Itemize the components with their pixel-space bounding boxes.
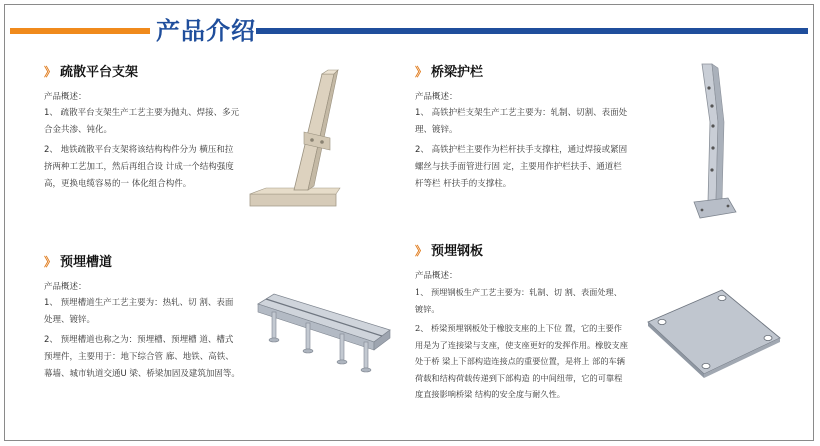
paragraph-1: 1、 疏散平台支架生产工艺主要为抛丸、焊接、多元合金共渗、钝化。: [44, 108, 240, 135]
paragraph-2: 2、 桥梁预埋钢板处于橡胶支座的上下位 置，它的主要作用是为了连接梁与支座，使支座更好的发挥作用。橡胶支座处于桥 梁上下部构造连接点的重要位置，是将上 部的车辆荷载和结构荷载传递到下部构造 的中间纽带，它的可靠程度直接影响桥梁 结构的安全度与耐久性。: [415, 323, 628, 399]
page-title: 产品介绍: [156, 17, 256, 45]
chevron-right-icon: 》: [44, 65, 57, 79]
overview-label: 产品概述：: [415, 92, 458, 102]
section-embedded-steel-plate: [415, 240, 629, 403]
overview-label: 产品概述：: [415, 271, 458, 281]
evacuation-bracket-image: [246, 68, 342, 214]
section-bridge-guardrail: [415, 61, 629, 193]
header-orange-bar: [10, 28, 150, 34]
paragraph-2: 2、 地铁疏散平台支架将该结构构件分为 横压和拉挤两种工艺加工，然后再组合设 计成一个结构强度高，更换电缆容易的一 体化组合构件。: [44, 145, 234, 189]
embedded-channel-image: [254, 290, 394, 380]
paragraph-1: 1、 预埋钢板生产工艺主要为：轧制、切 割、表面处理、镀锌。: [415, 287, 622, 314]
paragraph-2: 2、 预埋槽道也称之为：预埋槽、预埋槽 道、槽式预埋件，主要用于：地下综合管 廊、地铁、高铁、幕墙、城市轨道交通U 梁、桥梁加固及建筑加固等。: [44, 335, 240, 379]
steel-plate-image: [644, 288, 784, 382]
section-embedded-channel: [44, 251, 240, 383]
section-title: 》 预埋钢板: [415, 244, 484, 259]
section-title: 》 疏散平台支架: [44, 65, 139, 80]
paragraph-1: 1、 高铁护栏支架生产工艺主要为：轧制、切割、表面处理、镀锌。: [415, 108, 628, 135]
overview-label: 产品概述：: [44, 92, 87, 102]
section-evacuation-bracket: [44, 61, 240, 193]
overview-label: 产品概述：: [44, 282, 87, 292]
guardrail-post-image: [688, 62, 738, 222]
paragraph-1: 1、 预埋槽道生产工艺主要为：热轧、切 割、表面处理、镀锌。: [44, 298, 234, 325]
section-title: 》 预埋槽道: [44, 255, 113, 270]
section-title: 》 桥梁护栏: [415, 65, 484, 80]
chevron-right-icon: 》: [415, 65, 428, 79]
header-blue-bar: [256, 28, 808, 34]
paragraph-2: 2、 高铁护栏主要作为栏杆扶手支撑柱，通过焊接或紧固螺丝与扶手面管进行固 定，主要用作护栏扶手、通道栏杆等栏 杆扶手的支撑柱。: [415, 145, 628, 189]
chevron-right-icon: 》: [44, 255, 57, 269]
chevron-right-icon: 》: [415, 244, 428, 258]
